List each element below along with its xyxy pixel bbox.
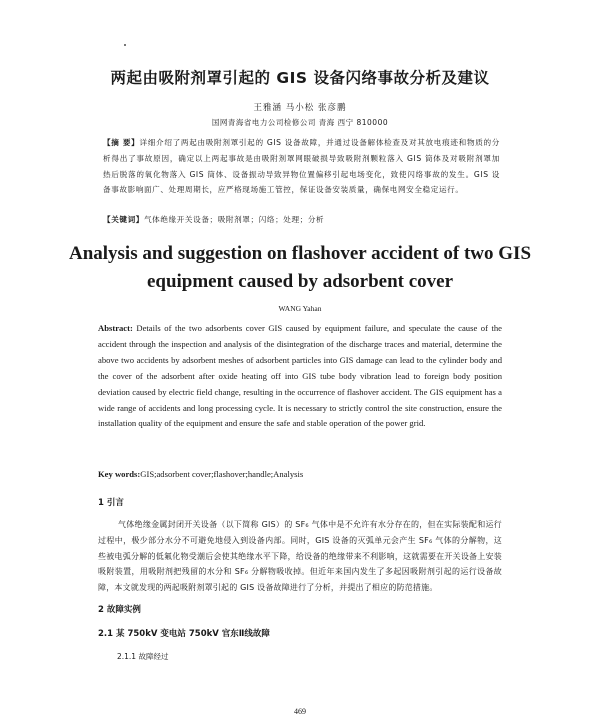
chinese-abstract	[103, 135, 500, 198]
chinese-title: 两起由吸附剂罩引起的 GIS 设备闪络事故分析及建议	[110, 69, 490, 87]
introduction-paragraph: 气体绝缘金属封闭开关设备（以下简称 GIS）的 SF₆ 气体中是不允许有水分存在的，但在实际装配和运行过程中，极少部分水分不可避免地侵入到设备内部。同时，GIS 设备的灭弧单元会产生 SF₆ 气体的分解物，这些被电弧分解的低氟化物受潮后会使其绝缘水平下降，给设备的绝缘带来不利影响，这就需要在开关设备上安装吸附装置，用吸附剂把残留的水分和 SF₆ 分解物吸收掉。但近年来国内发生了多起因吸附剂引起的运行设备故障，本文就发现的两起吸附剂罩引起的 GIS 设备故障进行了分析，并提出了相应的防范措施。	[98, 520, 502, 593]
chinese-abstract-text: 详细介绍了两起由吸附剂罩引起的 GIS 设备故障，并通过设备解体检查及对其放电痕迹和物质的分析得出了事故原因，确定以上两起事故是由吸附剂罩网眼破损导致吸附剂颗粒落入 GIS 筒体及对吸附剂罩加热后脱落的氧化物落入 GIS 筒体、设备振动导致异物位置偏移引起电场变化，致使闪络事故的发生。GIS 设备事故影响面广、处理周期长，应严格现场施工管控，保证设备安装质量，确保电网安全稳定运行。	[103, 138, 500, 195]
section-heading-introduction: 1 引言	[98, 498, 124, 508]
chinese-keywords-label: 【关键词】	[103, 215, 144, 224]
page-number: 469	[294, 707, 306, 716]
english-abstract-text: Details of the two adsorbents cover GIS caused by equipment failure, and speculate the cause of the accident through the inspection and analysis of the disintegration of the discharge traces and material, determine the above two accidents by adsorbent meshes of adsorbent particles into GIS damage can lead to the cylinder body and the cover of the adsorbent after oxide heating off into GIS tube body vibration lead to foreign body position deviation caused by electric field change, resulting in the occurrence of flashover accident. The GIS equipment has a wide range of accidents and long processing cycle. It is necessary to strictly control the site construction, ensure the installation quality of the equipment and ensure the safe and stable operation of the power grid.	[98, 323, 502, 429]
chinese-affiliation: 国网青海省电力公司检修公司 青海 西宁 810000	[211, 118, 389, 127]
english-abstract-label: Abstract:	[98, 323, 133, 333]
scan-speck	[124, 44, 126, 46]
chinese-abstract-label: 【摘 要】	[103, 138, 140, 147]
english-abstract	[98, 321, 502, 432]
chinese-authors: 王雅涵 马小松 张彦鹏	[253, 103, 347, 113]
english-title: Analysis and suggestion on flashover accident of two GIS equipment caused by adsorbent cover	[68, 243, 532, 292]
english-keywords-text: GIS;adsorbent cover;flashover;handle;Analysis	[140, 469, 304, 479]
chinese-keywords-text: 气体绝缘开关设备；吸附剂罩；闪络；处理；分析	[143, 215, 325, 224]
subsection-heading: 2.1 某 750kV 变电站 750kV 官东Ⅱ线故障	[98, 629, 270, 639]
english-keywords-label: Key words:	[98, 469, 141, 479]
section-heading-fault-cases: 2 故障实例	[98, 605, 141, 615]
subsubsection-heading: 2.1.1 故障经过	[117, 652, 169, 661]
chinese-keywords	[103, 214, 500, 225]
english-keywords	[98, 469, 502, 479]
english-author: WANG Yahan	[278, 304, 322, 313]
